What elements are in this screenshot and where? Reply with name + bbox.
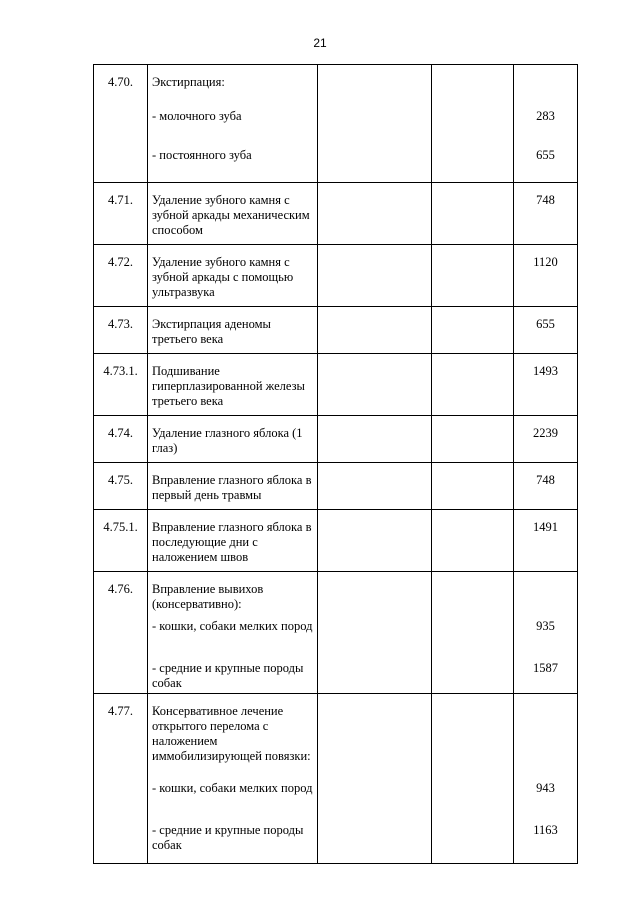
price-cell (514, 307, 578, 354)
subitem-label: - средние и крупные породы собак (152, 661, 304, 690)
empty-cell (318, 307, 432, 354)
empty-cell (318, 245, 432, 307)
table-row (94, 307, 578, 354)
item-code: 4.76. (94, 572, 148, 694)
price-cell (514, 510, 578, 572)
price-value: 2239 (533, 426, 558, 440)
item-code: 4.75.1. (94, 510, 148, 572)
empty-cell (432, 354, 514, 416)
service-name: Удаление зубного камня с зубной аркады с помощью ультразвука (152, 255, 294, 299)
empty-cell (318, 510, 432, 572)
service-name: Подшивание гиперплазированной железы третьего века (152, 364, 305, 408)
table-row (94, 354, 578, 416)
empty-cell (432, 65, 514, 183)
service-name-cell (148, 245, 318, 307)
price-table (93, 64, 578, 864)
table-row (94, 245, 578, 307)
price-cell (514, 183, 578, 245)
subitem-label: - постоянного зуба (152, 148, 252, 162)
service-name-cell (148, 510, 318, 572)
empty-cell (432, 183, 514, 245)
price-value: 655 (536, 148, 555, 162)
empty-cell (318, 183, 432, 245)
item-code: 4.77. (94, 694, 148, 864)
empty-cell (432, 510, 514, 572)
empty-cell (432, 307, 514, 354)
price-value: 935 (536, 619, 555, 633)
price-value: 748 (536, 193, 555, 207)
page-number: 21 (313, 36, 327, 50)
price-cell (514, 694, 578, 864)
item-code: 4.71. (94, 183, 148, 245)
item-code: 4.73. (94, 307, 148, 354)
service-name: Экстирпация: (152, 75, 225, 89)
service-name: Консервативное лечение открытого перелома с наложением иммобилизирующей повязки: (152, 704, 311, 763)
price-value: 1493 (533, 364, 558, 378)
service-name-cell (148, 307, 318, 354)
service-name: Вправление вывихов (консервативно): (152, 582, 264, 611)
price-cell (514, 463, 578, 510)
table-row (94, 463, 578, 510)
empty-cell (432, 245, 514, 307)
empty-cell (318, 572, 432, 694)
price-cell (514, 65, 578, 183)
price-value: 655 (536, 317, 555, 331)
service-name: Вправление глазного яблока в первый день травмы (152, 473, 312, 502)
service-name-cell (148, 572, 318, 694)
empty-cell (432, 572, 514, 694)
price-value: 1491 (533, 520, 558, 534)
item-code: 4.74. (94, 416, 148, 463)
service-name: Удаление глазного яблока (1 глаз) (152, 426, 303, 455)
service-name-cell (148, 183, 318, 245)
price-value: 748 (536, 473, 555, 487)
empty-cell (432, 463, 514, 510)
service-name: Вправление глазного яблока в последующие дни с наложением швов (152, 520, 312, 564)
item-code: 4.73.1. (94, 354, 148, 416)
subitem-label: - кошки, собаки мелких пород (152, 781, 313, 795)
item-code: 4.72. (94, 245, 148, 307)
price-value: 943 (536, 781, 555, 795)
empty-cell (318, 65, 432, 183)
service-name-cell (148, 65, 318, 183)
table-row (94, 183, 578, 245)
table-row (94, 416, 578, 463)
price-cell (514, 416, 578, 463)
empty-cell (318, 416, 432, 463)
subitem-label: - средние и крупные породы собак (152, 823, 304, 852)
price-cell (514, 572, 578, 694)
empty-cell (432, 694, 514, 864)
table-row (94, 694, 578, 864)
table-row (94, 572, 578, 694)
empty-cell (432, 416, 514, 463)
empty-cell (318, 463, 432, 510)
empty-cell (318, 694, 432, 864)
table-row (94, 65, 578, 183)
price-value: 1163 (533, 823, 558, 837)
service-name: Экстирпация аденомы третьего века (152, 317, 271, 346)
service-name-cell (148, 416, 318, 463)
subitem-label: - молочного зуба (152, 109, 242, 123)
service-name: Удаление зубного камня с зубной аркады механическим способом (152, 193, 310, 237)
price-value: 1587 (533, 661, 558, 675)
item-code: 4.75. (94, 463, 148, 510)
empty-cell (318, 354, 432, 416)
table-row (94, 510, 578, 572)
service-name-cell (148, 694, 318, 864)
price-cell (514, 354, 578, 416)
service-name-cell (148, 463, 318, 510)
price-cell (514, 245, 578, 307)
item-code: 4.70. (94, 65, 148, 183)
price-value: 1120 (533, 255, 558, 269)
subitem-label: - кошки, собаки мелких пород (152, 619, 313, 633)
price-value: 283 (536, 109, 555, 123)
service-name-cell (148, 354, 318, 416)
